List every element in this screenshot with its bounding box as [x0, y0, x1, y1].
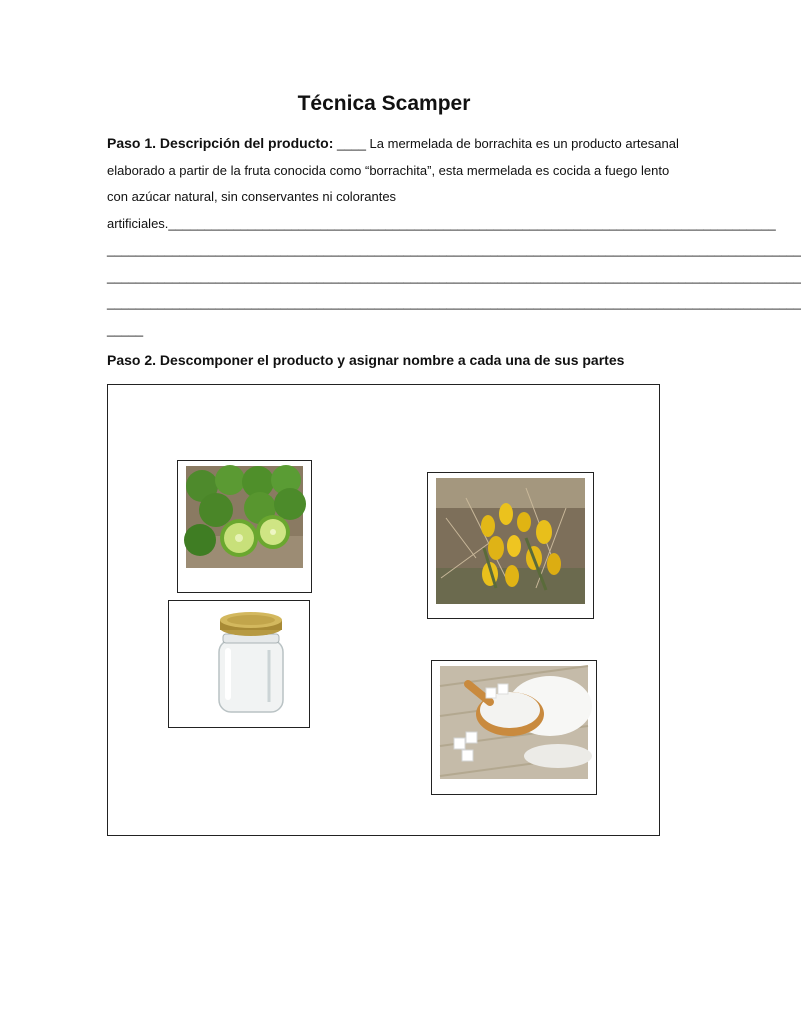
page-title: Técnica Scamper [297, 92, 471, 115]
limes-photo-icon [186, 466, 303, 568]
step1-blank-line-2: ________________________________________________________________________________________________ [107, 268, 801, 284]
step1-paragraph [107, 130, 801, 343]
step1-blank-line-1: ________________________________________________________________________________________________ [107, 242, 801, 257]
sugar-photo-icon [440, 666, 588, 779]
step2-heading: Paso 2. Descomponer el producto y asignar nombre a cada una de sus partes [107, 352, 625, 368]
limes-image [177, 460, 312, 593]
step1-first-line [107, 130, 679, 158]
glass-jar-photo-icon [187, 606, 293, 721]
step1-text-3: con azúcar natural, sin conservantes ni colorantes [107, 189, 397, 204]
jar-image [168, 600, 310, 728]
step1-blank-line-3: ________________________________________________________________________________________________ [107, 295, 801, 310]
cactus-image [427, 472, 594, 619]
step1-blank-line-4: _____ [107, 321, 144, 337]
sugar-image [431, 660, 597, 795]
step1-blank: ____ [333, 136, 370, 151]
step1-heading: Paso 1. Descripción del producto: [107, 135, 334, 151]
step1-text-1: La mermelada de borrachita es un producto artesanal [369, 136, 679, 151]
step1-text-2: elaborado a partir de la fruta conocida como “borrachita”, esta mermelada es cocida a fuego lento [107, 162, 670, 178]
cactus-fruit-photo-icon [436, 478, 585, 604]
step1-text-4: artificiales.____________________________________________________________________________________ [107, 215, 776, 231]
